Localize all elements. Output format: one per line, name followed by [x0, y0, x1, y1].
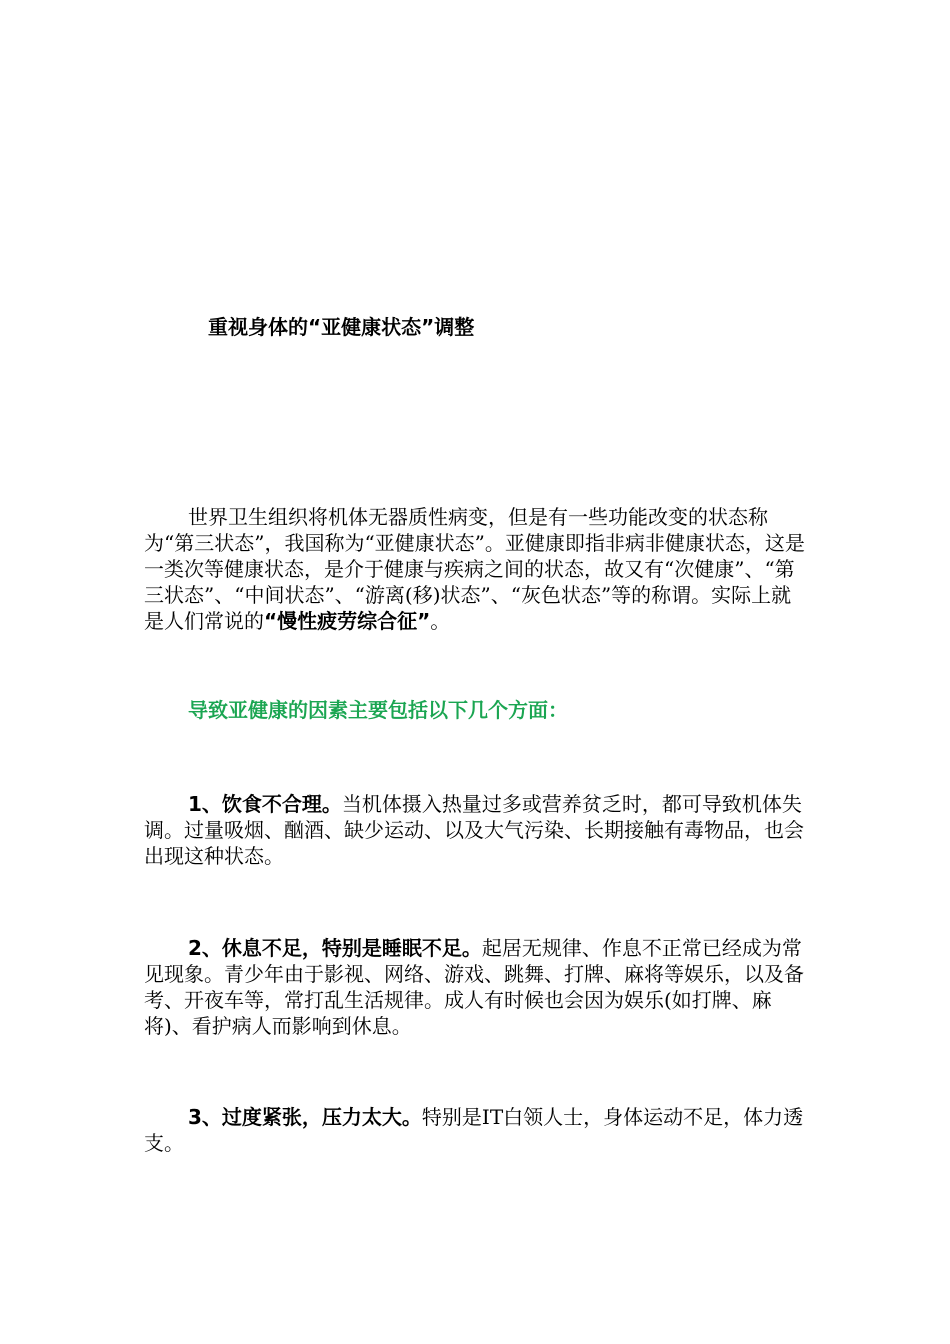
intro-paragraph	[144, 504, 808, 634]
cause-2-lead: 2、休息不足，特别是睡眠不足。	[188, 936, 482, 960]
cause-item-1	[144, 791, 808, 869]
cause-1-text: 当机体摄入热量过多或营养贫乏时，都可导致机体失调。过量吸烟、酗酒、缺少运动、以及大气污染、长期接触有毒物品，也会出现这种状态。	[144, 792, 804, 868]
intro-text: 世界卫生组织将机体无器质性病变，但是有一些功能改变的状态称为“第三状态”，我国称为“亚健康状态”。亚健康即指非病非健康状态，这是一类次等健康状态，是介于健康与疾病之间的状态，故又有“次健康”、“第三状态”、“中间状态”、“游离(移)状态”、“灰色状态”等的称谓。实际上就是人们常说的	[144, 505, 805, 633]
causes-heading: 导致亚健康的因素主要包括以下几个方面：	[188, 698, 568, 722]
cause-2-text: 起居无规律、作息不正常已经成为常见现象。青少年由于影视、网络、游戏、跳舞、打牌、麻将等娱乐，以及备考、开夜车等，常打乱生活规律。成人有时候也会因为娱乐(如打牌、麻将)、看护病人而影响到休息。	[144, 936, 804, 1038]
cause-1-lead: 1、饮食不合理。	[188, 792, 342, 816]
page-title: 重视身体的“亚健康状态”调整	[208, 315, 475, 339]
cause-3-lead: 3、过度紧张，压力太大。	[188, 1105, 422, 1129]
cause-3-text: 特别是IT白领人士，身体运动不足，体力透支。	[144, 1105, 804, 1155]
cause-item-2	[144, 935, 808, 1039]
intro-emphasis: “慢性疲劳综合征”	[264, 609, 431, 633]
intro-end: 。	[430, 609, 451, 633]
cause-item-3	[144, 1104, 808, 1156]
